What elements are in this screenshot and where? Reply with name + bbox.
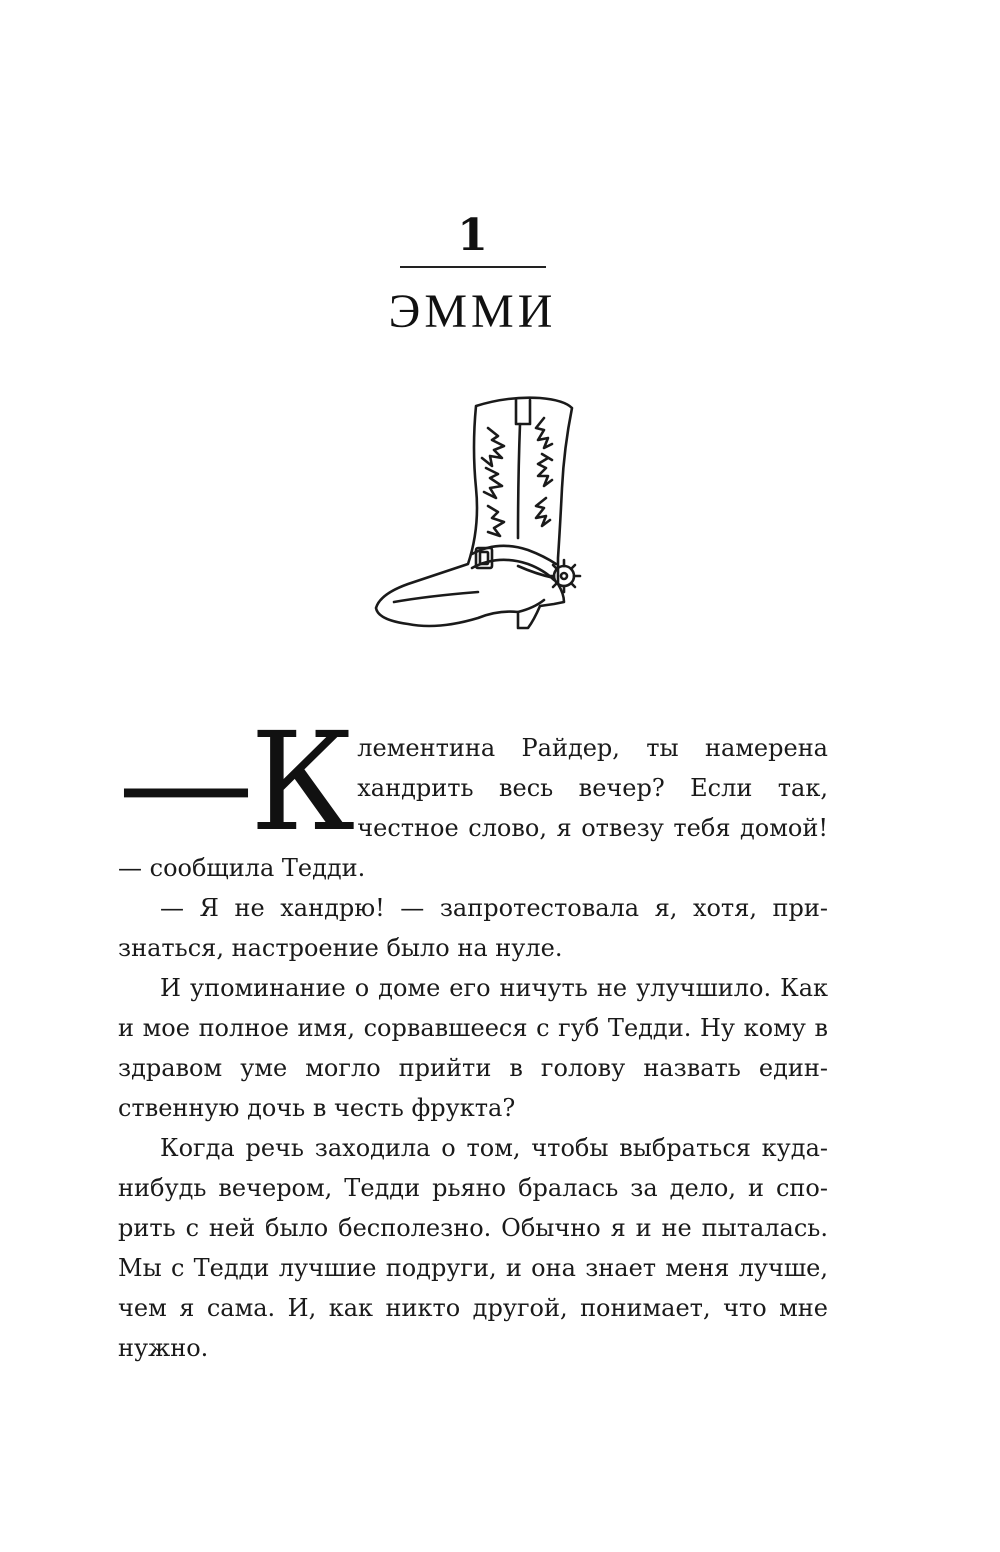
paragraph-2: — Я не хандрю! — запротестовала я, хотя, признаться, настроение было на нуле. [118,894,828,962]
paragraph-1-text: лементина Райдер, ты намерена хандрить весь вечер? Если так, честное слово, я отвезу тебя домой! — сообщила Тедди. [118,734,828,882]
chapter-divider [400,266,546,268]
cowboy-boot-icon [368,388,608,638]
chapter-number: 1 [457,210,488,261]
drop-cap: —К [118,704,352,862]
paragraph-4: Когда речь заходила о том, чтобы выбраться куда-нибудь вечером, Тедди рьяно бралась за дело, и спорить с ней было бесполезно. Обычно я и не пыталась. Мы с Тедди лучшие подруги, и она знает меня лучше, чем я сама. И, как никто другой, понимает, что мне нужно. [118,1134,828,1362]
paragraph-1 [118,704,828,888]
paragraph-3: И упоминание о доме его ничуть не улучшило. Как и мое полное имя, сорвавшееся с губ Тедди. Ну кому в здравом уме могло прийти в голову назвать единственную дочь в честь фрукта? [118,974,828,1122]
chapter-title: ЭММИ [388,285,557,338]
body-text [118,704,828,1368]
